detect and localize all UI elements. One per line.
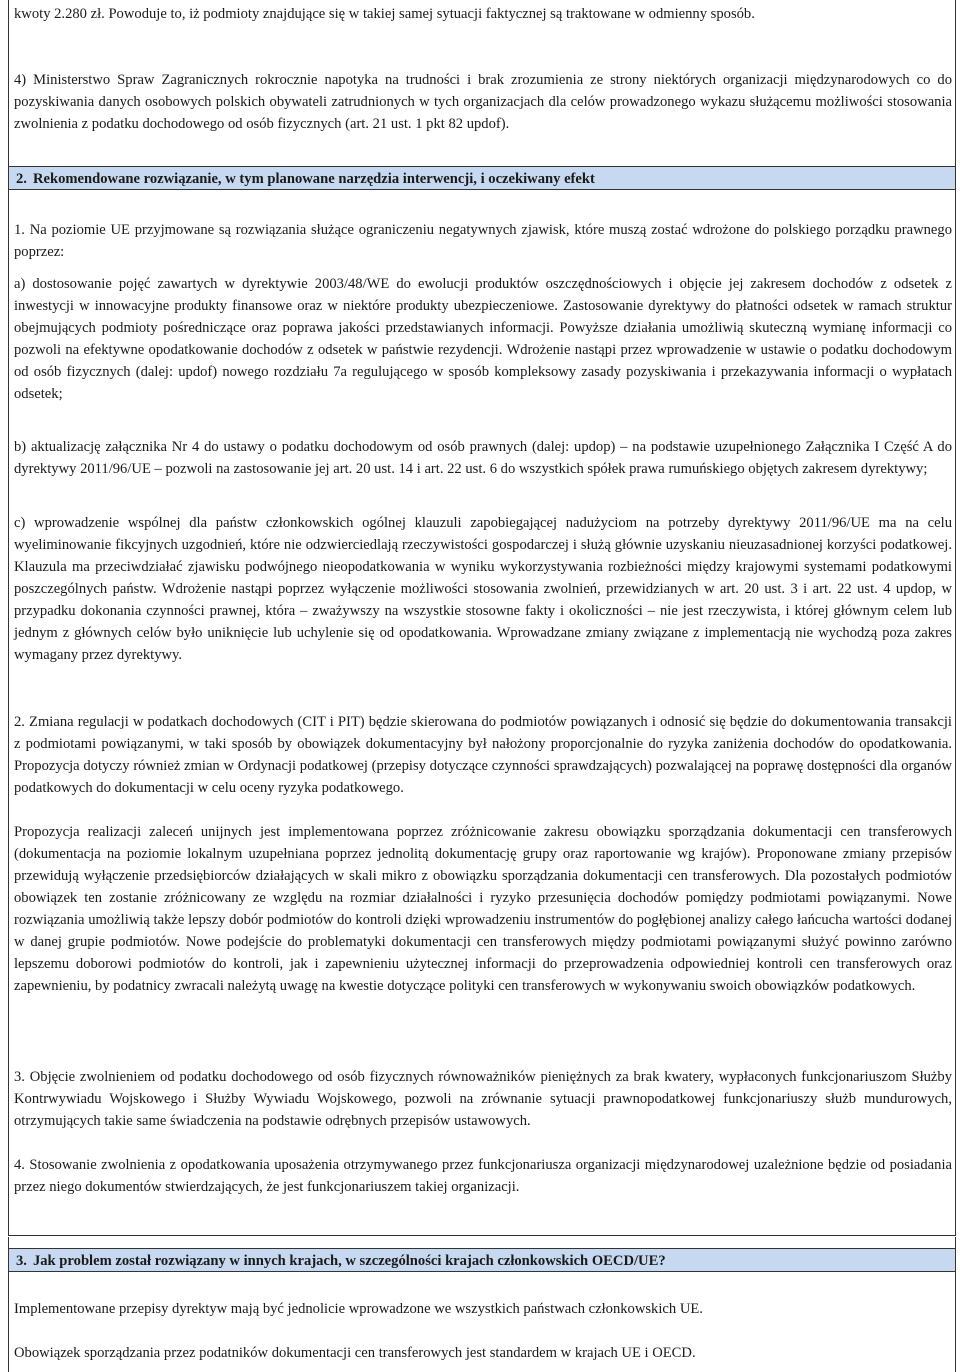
section-2-title: Rekomendowane rozwiązanie, w tym planowane narzędzia interwencji, i oczekiwany efekt xyxy=(32,171,595,187)
section-2-point-4: 4. Stosowanie zwolnienia z opodatkowania uposażenia otrzymywanego przez funkcjonariusza organizacji międzynarodowej uzależnione będzie od posiadania przez niego dokumentów stwierdzających, że jest funkcjonariuszem takiej organizacji. xyxy=(14,1157,952,1195)
section-3-paragraph-1: Implementowane przepisy dyrektyw mają być jednolicie wprowadzone we wszystkich państwach członkowskich UE. xyxy=(14,1301,703,1317)
point-4-paragraph: 4) Ministerstwo Spraw Zagranicznych rokrocznie napotyka na trudności i brak zrozumienia ze strony niektórych organizacji międzynarodowych co do pozyskiwania danych osobowych polskich obywateli zatrudnionych w tych organizacjach dla celów prowadzonego wykazu służącemu możliwości stosowania zwolnienia z podatku dochodowego od osób fizycznych (art. 21 ust. 1 pkt 82 updof). xyxy=(14,72,952,132)
section-2-number: 2. xyxy=(16,171,27,187)
section-2-point-2-continued: Propozycja realizacji zaleceń unijnych jest implementowana poprzez zróżnicowanie zakresu obowiązku sporządzania dokumentacji cen transferowych (dokumentacja na poziomie lokalnym uzupełniana poprzez jednolitą dokumentację grupy oraz raportowanie wg krajów). Proponowane zmiany przepisów przewidują wyłączenie przedsiębiorców działających w skali mikro z obowiązku sporządzania dokumentacji cen transferowych. Dla pozostałych podmiotów obowiązek ten zostanie zróżnicowany ze względu na rozmiar działalności i ryzyko przesunięcia dochodów pomiędzy podmiotami powiązanymi. Nowe rozwiązania umożliwią także lepszy dobór podmiotów do kontroli dzięki wprowadzeniu instrumentów do pogłębionej analizy całego łańcucha wartości dodanej w danej grupie podmiotów. Nowe podejście do problematyki dokumentacji cen transferowych między podmiotami powiązanymi służyć powinno zarówno lepszemu doborowi podmiotów do kontroli, jak i zapewnieniu użytecznej informacji do przeprowadzenia odpowiedniej kontroli cen transferowych oraz zapewnieniu, by podatnicy zwracali należytą uwagę na kwestie dotyczące polityki cen transferowych w wykonywaniu swoich obowiązków podatkowych. xyxy=(14,824,952,994)
section-2-point-2: 2. Zmiana regulacji w podatkach dochodowych (CIT i PIT) będzie skierowana do podmiotów powiązanych i odnosić się będzie do dokumentowania transakcji z podmiotami powiązanymi, w taki sposób by obowiązek dokumentacyjny był nałożony proporcjonalnie do ryzyka zaniżenia dochodów do opodatkowania. Propozycja dotyczy również zmian w Ordynacji podatkowej (przepisy dotyczące czynności sprawdzających) pozwalającej na poprawę dostępności dla organów podatkowych do dokumentacji w celu oceny ryzyka podatkowego. xyxy=(14,714,952,796)
section-2-heading xyxy=(9,166,955,190)
section-2-point-c: c) wprowadzenie wspólnej dla państw członkowskich ogólnej klauzuli zapobiegającej nadużyciom na potrzeby dyrektywy 2011/96/UE ma na celu wyeliminowanie fikcyjnych uzgodnień, które nie odzwierciedlają rzeczywistości gospodarczej i służą głównie uzyskaniu nieuzasadnionej korzyści podatkowej. Klauzula ma przeciwdziałać zjawisku podwójnego nieopodatkowania w wyniku wykorzystywania rozbieżności między krajowymi systemami podatkowymi poszczególnych państw. Wdrożenie nastąpi poprzez wyłączenie możliwości stosowania zwolnień, przewidzianych w art. 20 ust. 3 i art. 22 ust. 4 updop, w przypadku dokonania czynności prawnej, która – zważywszy na wszystkie stosowne fakty i okoliczności – nie jest rzeczywista, i której głównym celem lub jednym z głównych celów było uniknięcie lub uchylenie się od opodatkowania. Wprowadzane zmiany związane z implementacją nie wychodzą poza zakres wymagany przez dyrektywy. xyxy=(14,515,952,663)
section-2-point-3: 3. Objęcie zwolnieniem od podatku dochodowego od osób fizycznych równoważników pieniężnych za brak kwatery, wypłaconych funkcjonariuszom Służby Kontrwywiadu Wojskowego i Służby Wywiadu Wojskowego, pozwoli na zrównanie sytuacji prawnopodatkowej funkcjonariuszy służb mundurowych, otrzymujących takie same świadczenia na podstawie odrębnych przepisów ustawowych. xyxy=(14,1069,952,1129)
section-2-point-a: a) dostosowanie pojęć zawartych w dyrektywie 2003/48/WE do ewolucji produktów oszczędnościowych i objęcie jej zakresem dochodów z odsetek z inwestycji w innowacyjne produkty finansowe oraz w niektóre produkty ubezpieczeniowe. Zastosowanie dyrektywy do płatności odsetek w ramach struktur obejmujących podmioty pośredniczące oraz poprawa jakości przedstawianych informacji. Powyższe działania umożliwią skuteczną wymianę informacji co pozwoli na efektywne opodatkowanie dochodów z odsetek w państwie rezydencji. Wdrożenie nastąpi przez wprowadzenie w ustawie o podatku dochodowym od osób fizycznych (dalej: updof) nowego rozdziału 7a regulującego w sposób kompleksowy zasady pozyskiwania i przekazywania informacji o wypłatach odsetek; xyxy=(14,276,952,402)
intro-paragraph: kwoty 2.280 zł. Powoduje to, iż podmioty znajdujące się w takiej samej sytuacji faktycznej są traktowane w odmienny sposób. xyxy=(14,6,755,22)
section-3-heading xyxy=(9,1248,955,1272)
section-2-point-1: 1. Na poziomie UE przyjmowane są rozwiązania służące ograniczeniu negatywnych zjawisk, które muszą zostać wdrożone do polskiego porządku prawnego poprzez: xyxy=(14,222,952,260)
section-2-point-b: b) aktualizację załącznika Nr 4 do ustawy o podatku dochodowym od osób prawnych (dalej: updop) – na podstawie uzupełnionego Załącznika I Część A do dyrektywy 2011/96/UE – pozwoli na zastosowanie jej art. 20 ust. 14 i art. 22 ust. 6 do wszystkich spółek prawa rumuńskiego objętych zakresem dyrektywy; xyxy=(14,439,952,477)
section-3-number: 3. xyxy=(16,1253,27,1269)
section-3-title: Jak problem został rozwiązany w innych krajach, w szczególności krajach członkowskich OECD/UE? xyxy=(32,1253,666,1269)
section-3-paragraph-2: Obowiązek sporządzania przez podatników dokumentacji cen transferowych jest standardem w krajach UE i OECD. xyxy=(14,1345,696,1361)
